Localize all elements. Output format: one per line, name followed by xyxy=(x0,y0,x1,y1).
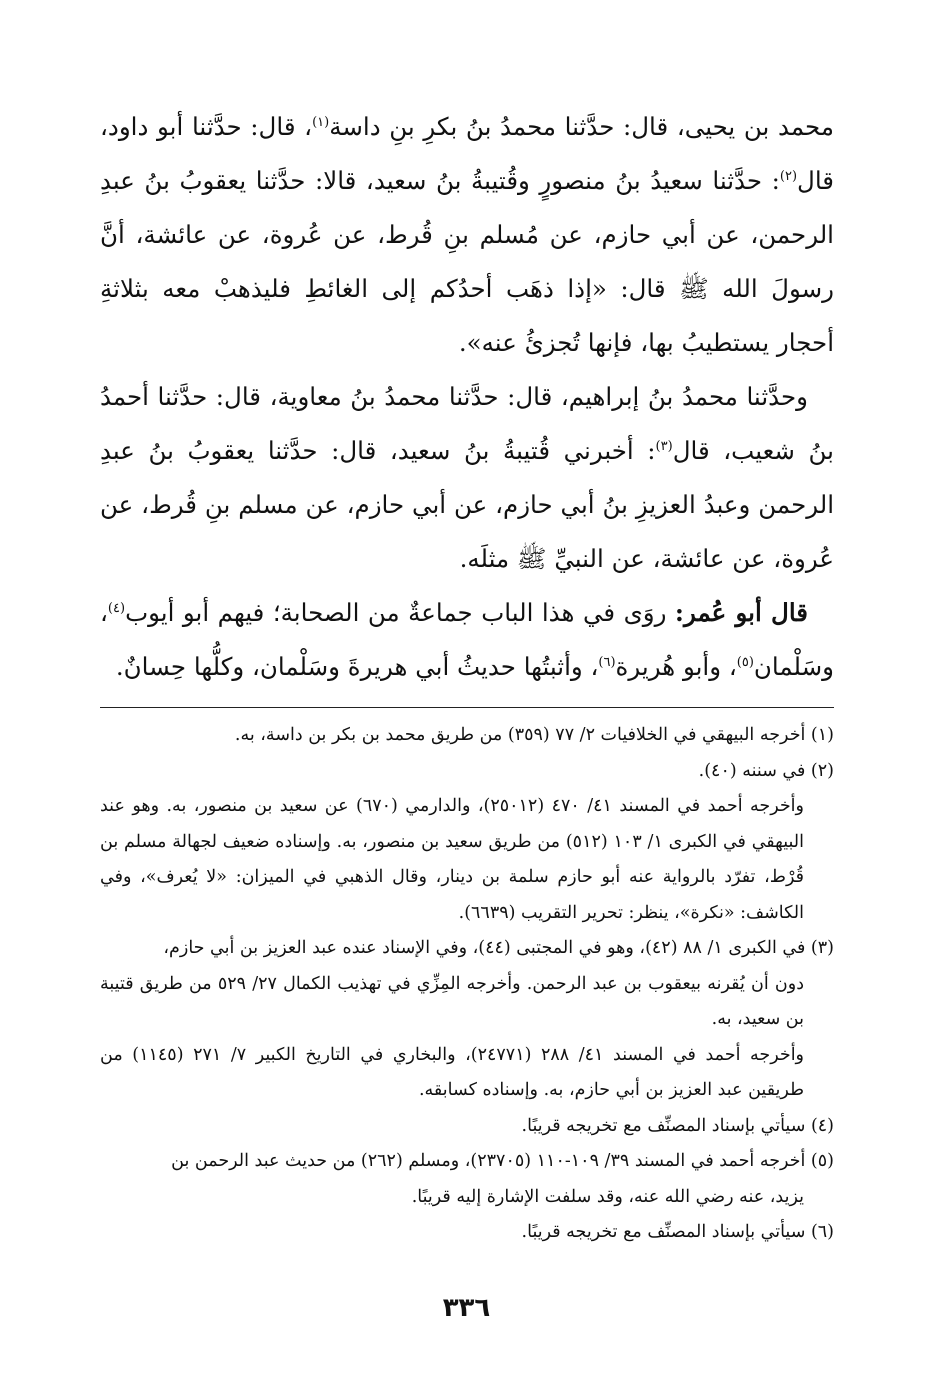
text-run: وحدَّثنا محمدُ بنُ إبراهيم، قال: حدَّثنا محمدُ بنُ معاوية، قال: حدَّثنا أحمدُ بنُ شعيب، قال xyxy=(100,382,834,465)
footnotes xyxy=(100,718,834,1251)
paragraph-3 xyxy=(100,586,834,694)
text-run: روَى في هذا الباب جماعةٌ من الصحابة؛ فيهم أبو أيوب xyxy=(125,598,675,627)
footnote-4: (٤) سيأتي بإسناد المصنِّف مع تخريجه قريبًا. xyxy=(521,1115,834,1136)
footnote-2-detail: وأخرجه أحمد في المسند ٤١/ ٤٧٠ (٢٥٠١٢)، والدارمي (٦٧٠) عن سعيد بن منصور، به. وهو عند البيهقي في الكبرى ١/ ١٠٣ (٥١٢) من طريق سعيد بن منصور، به. وإسناده ضعيف لجهالة مسلم بن قُرْط، تفرّد بالرواية عنه أبو حازم سلمة بن دينار، وقال الذهبي في الميزان: «لا يُعرف»، وفي الكاشف: «نكرة»، ينظر: تحرير التقريب (٦٦٣٩). xyxy=(100,796,804,923)
text-run: ، قال: حدَّثنا أبو داود، قال xyxy=(100,112,834,195)
text-run: محمد بن يحيى، قال: حدَّثنا محمدُ بنُ بكرِ بنِ داسة xyxy=(329,112,834,141)
text-run: : أخبرني قُتيبةُ بنُ سعيد، قال: حدَّثنا يعقوبُ بنُ عبدِ الرحمن وعبدُ العزيزِ بنُ أبي حازم، عن أبي حازم، عن مسلم بنِ قُرط، عن عُروة، عن عائشة، عن النبيِّ ﷺ مثلَه. xyxy=(100,436,834,573)
text-run: ، وأبو هُريرة xyxy=(615,652,737,681)
page-number: ٣٣٦ xyxy=(442,1293,491,1323)
main-text xyxy=(100,100,834,694)
footnote-ref: (٣) xyxy=(655,438,673,454)
footnote-separator xyxy=(100,707,834,708)
footnote-ref: (٤) xyxy=(107,600,126,616)
footnote-3-continued: دون أن يُقرنه بيعقوب بن عبد الرحمن. وأخرجه المِزِّي في تهذيب الكمال ٢٧/ ٥٢٩ من طريق قتيبة بن سعيد، به. xyxy=(100,973,804,1029)
text-run: : حدَّثنا سعيدُ بنُ منصورٍ وقُتيبةُ بنُ سعيد، قالا: حدَّثنا يعقوبُ بنُ عبدِ الرحمن، عن أبي حازم، عن مُسلم بنِ قُرط، عن عُروة، عن عائشة، أنَّ رسولَ الله ﷺ قال: «إذا ذهَب أحدُكم إلى الغائطِ فليذهبْ معه بثلاثةِ أحجار يستطيبُ بها، فإنها تُجزئُ عنه». xyxy=(100,166,834,357)
paragraph-1 xyxy=(100,100,834,370)
speaker-label: قال أبو عُمر: xyxy=(674,598,808,627)
footnote-2: (٢) في سننه (٤٠). xyxy=(698,760,834,781)
footnote-ref: (٥) xyxy=(736,654,754,670)
footnote-3-detail: وأخرجه أحمد في المسند ٤١/ ٢٨٨ (٢٤٧٧١)، والبخاري في التاريخ الكبير ٧/ ٢٧١ (١١٤٥) من طريقين عبد العزيز بن أبي حازم، به. وإسناده كسابقه. xyxy=(100,1044,805,1100)
footnote-ref: (٦) xyxy=(598,654,616,670)
text-run: ، وسَلْمان xyxy=(100,598,834,681)
footnote-ref: (٢) xyxy=(779,168,798,184)
footnote-6: (٦) سيأتي بإسناد المصنِّف مع تخريجه قريبًا. xyxy=(521,1222,834,1242)
footnote-5: (٥) أخرجه أحمد في المسند ٣٩/ ١٠٩-١١٠ (٢٣٧٠٥)، ومسلم (٢٦٢) من حديث عبد الرحمن بن xyxy=(171,1151,834,1171)
footnote-5-continued: يزيد، عنه رضي الله عنه، وقد سلفت الإشارة إليه قريبًا. xyxy=(411,1186,804,1207)
footnote-1: (١) أخرجه البيهقي في الخلافيات ٢/ ٧٧ (٣٥٩) من طريق محمد بن بكر بن داسة، به. xyxy=(234,725,834,745)
footnote-3: (٣) في الكبرى ١/ ٨٨ (٤٢)، وهو في المجتبى (٤٤)، وفي الإسناد عنده عبد العزيز بن أبي حازم، xyxy=(163,938,834,958)
paragraph-2 xyxy=(100,370,834,586)
text-run: ، وأثبتُها حديثُ أبي هريرةَ وسَلْمان، وكلُّها حِسانٌ. xyxy=(115,652,599,681)
footnote-ref: (١) xyxy=(312,114,330,130)
